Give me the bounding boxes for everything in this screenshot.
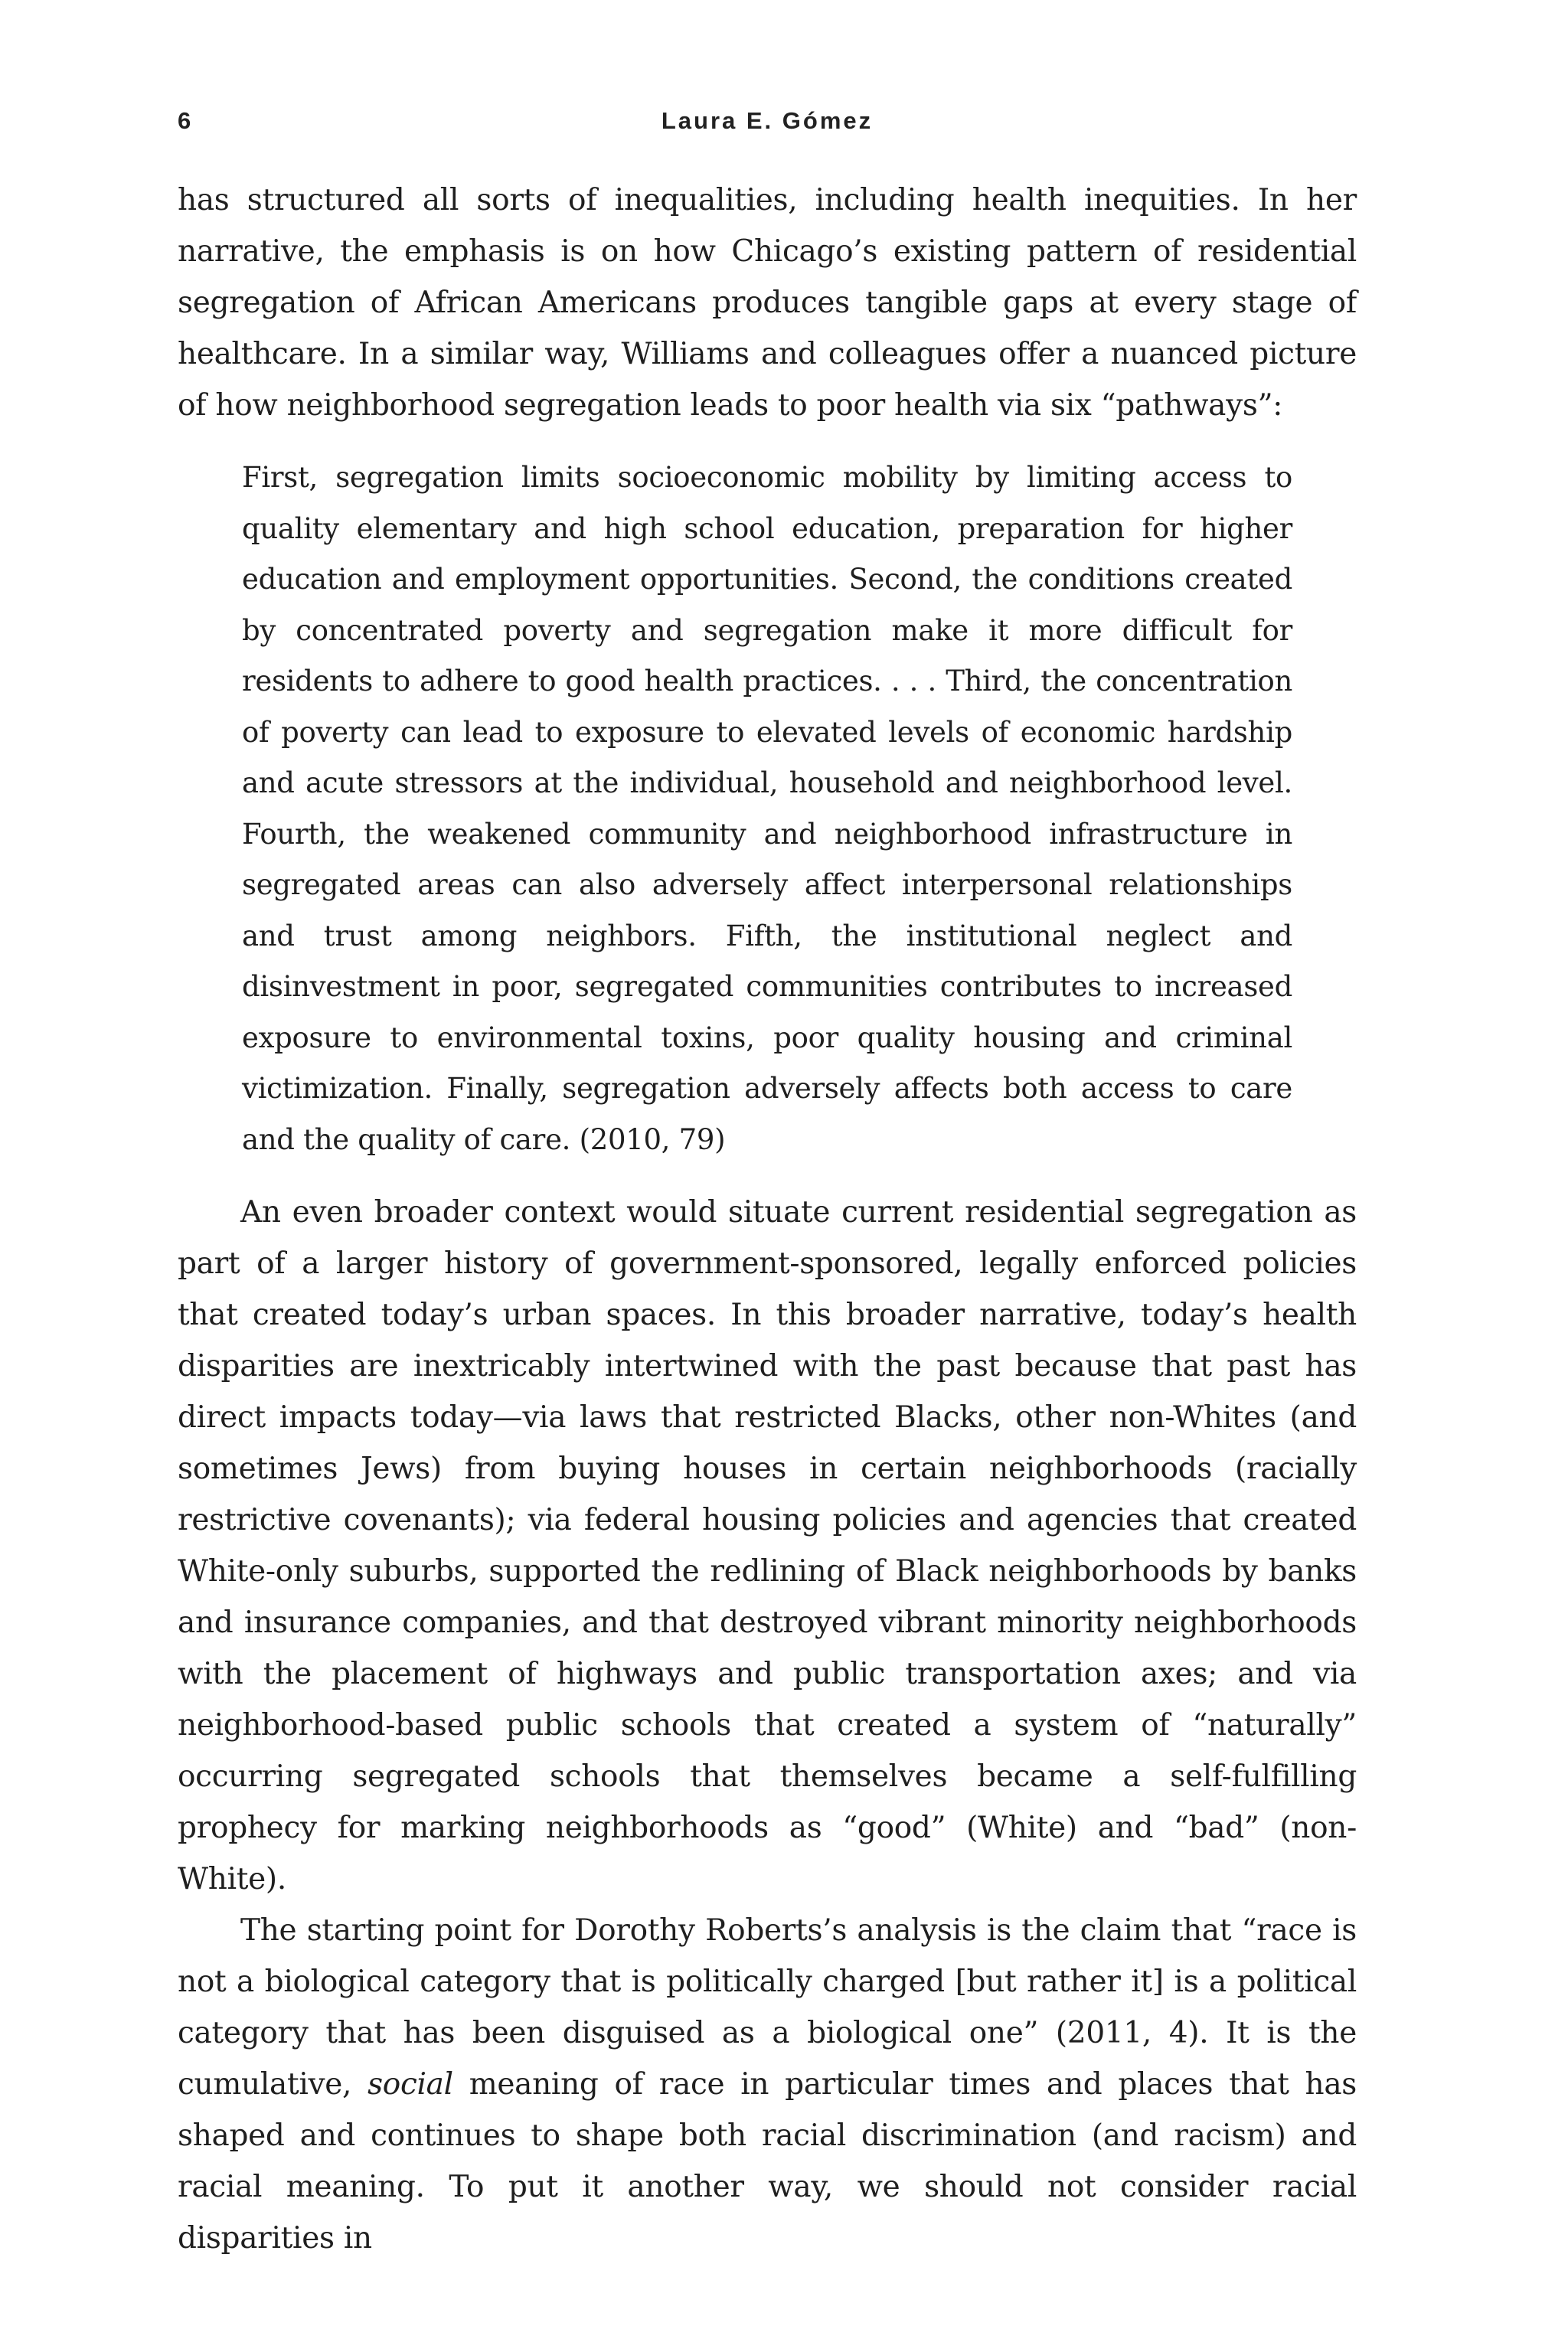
running-head bbox=[178, 107, 1357, 138]
block-quote bbox=[242, 452, 1292, 1165]
page-number: 6 bbox=[178, 107, 194, 134]
paragraph-roberts-analysis bbox=[178, 1905, 1357, 2264]
body-text bbox=[178, 175, 1357, 2264]
paragraph-roberts-start: The starting point for Dorothy Roberts’s analysis is the claim that “race is not a biological category that is politically charged [but rather it] is a political category that has been disguised as a biological one” (2011, 4). It is the cumulative, bbox=[178, 1913, 1357, 2102]
paragraph-roberts-end: meaning of race in particular times and places that has shaped and continues to shape both racial discrimination (and racism) and racial meaning. To put it another way, we should not consider racial disparities in bbox=[178, 2067, 1357, 2256]
author-name: Laura E. Gómez bbox=[661, 107, 874, 134]
block-quote-text: First, segregation limits socioeconomic mobility by limiting access to quality elementary and high school education, preparation for higher education and employment opportunities. Second, the conditions created by concentrated poverty and segregation make it more difficult for residents to adhere to good health practices. . . . Third, the concentration of poverty can lead to exposure to elevated levels of economic hardship and acute stressors at the individual, household and neighborhood level. Fourth, the weakened community and neighborhood infrastructure in segregated areas can also adversely affect interpersonal relationships and trust among neighbors. Fifth, the institutional neglect and disinvestment in poor, segregated communities contributes to increased exposure to environmental toxins, poor quality housing and criminal victimization. Finally, segregation adversely affects both access to care and the quality of care. (2010, 79) bbox=[242, 461, 1292, 1156]
paragraph-continued: has structured all sorts of inequalities, including health inequities. In her narrative, the emphasis is on how Chicago’s existing pattern of residential segregation of African Americans produces tangible gaps at every stage of healthcare. In a similar way, Williams and colleagues offer a nuanced picture of how neighborhood segregation leads to poor health via six “pathways”: bbox=[178, 183, 1357, 423]
paragraph-broader-context: An even broader context would situate current residential segregation as part of a larger history of government-sponsored, legally enforced policies that created today’s urban spaces. In this broader narrative, today’s health disparities are inextricably intertwined with the past because that past has direct impacts today—via laws that restricted Blacks, other non-Whites (and sometimes Jews) from buying houses in certain neighborhoods (racially restrictive covenants); via federal housing policies and agencies that created White-only suburbs, supported the redlining of Black neighborhoods by banks and insurance companies, and that destroyed vibrant minority neighborhoods with the placement of highways and public transportation axes; and via neighborhood-based public schools that created a system of “naturally” occurring segregated schools that themselves became a self-fulfilling prophecy for marking neighborhoods as “good” (White) and “bad” (non-White). bbox=[178, 1195, 1357, 1896]
italic-social: social bbox=[368, 2067, 453, 2102]
